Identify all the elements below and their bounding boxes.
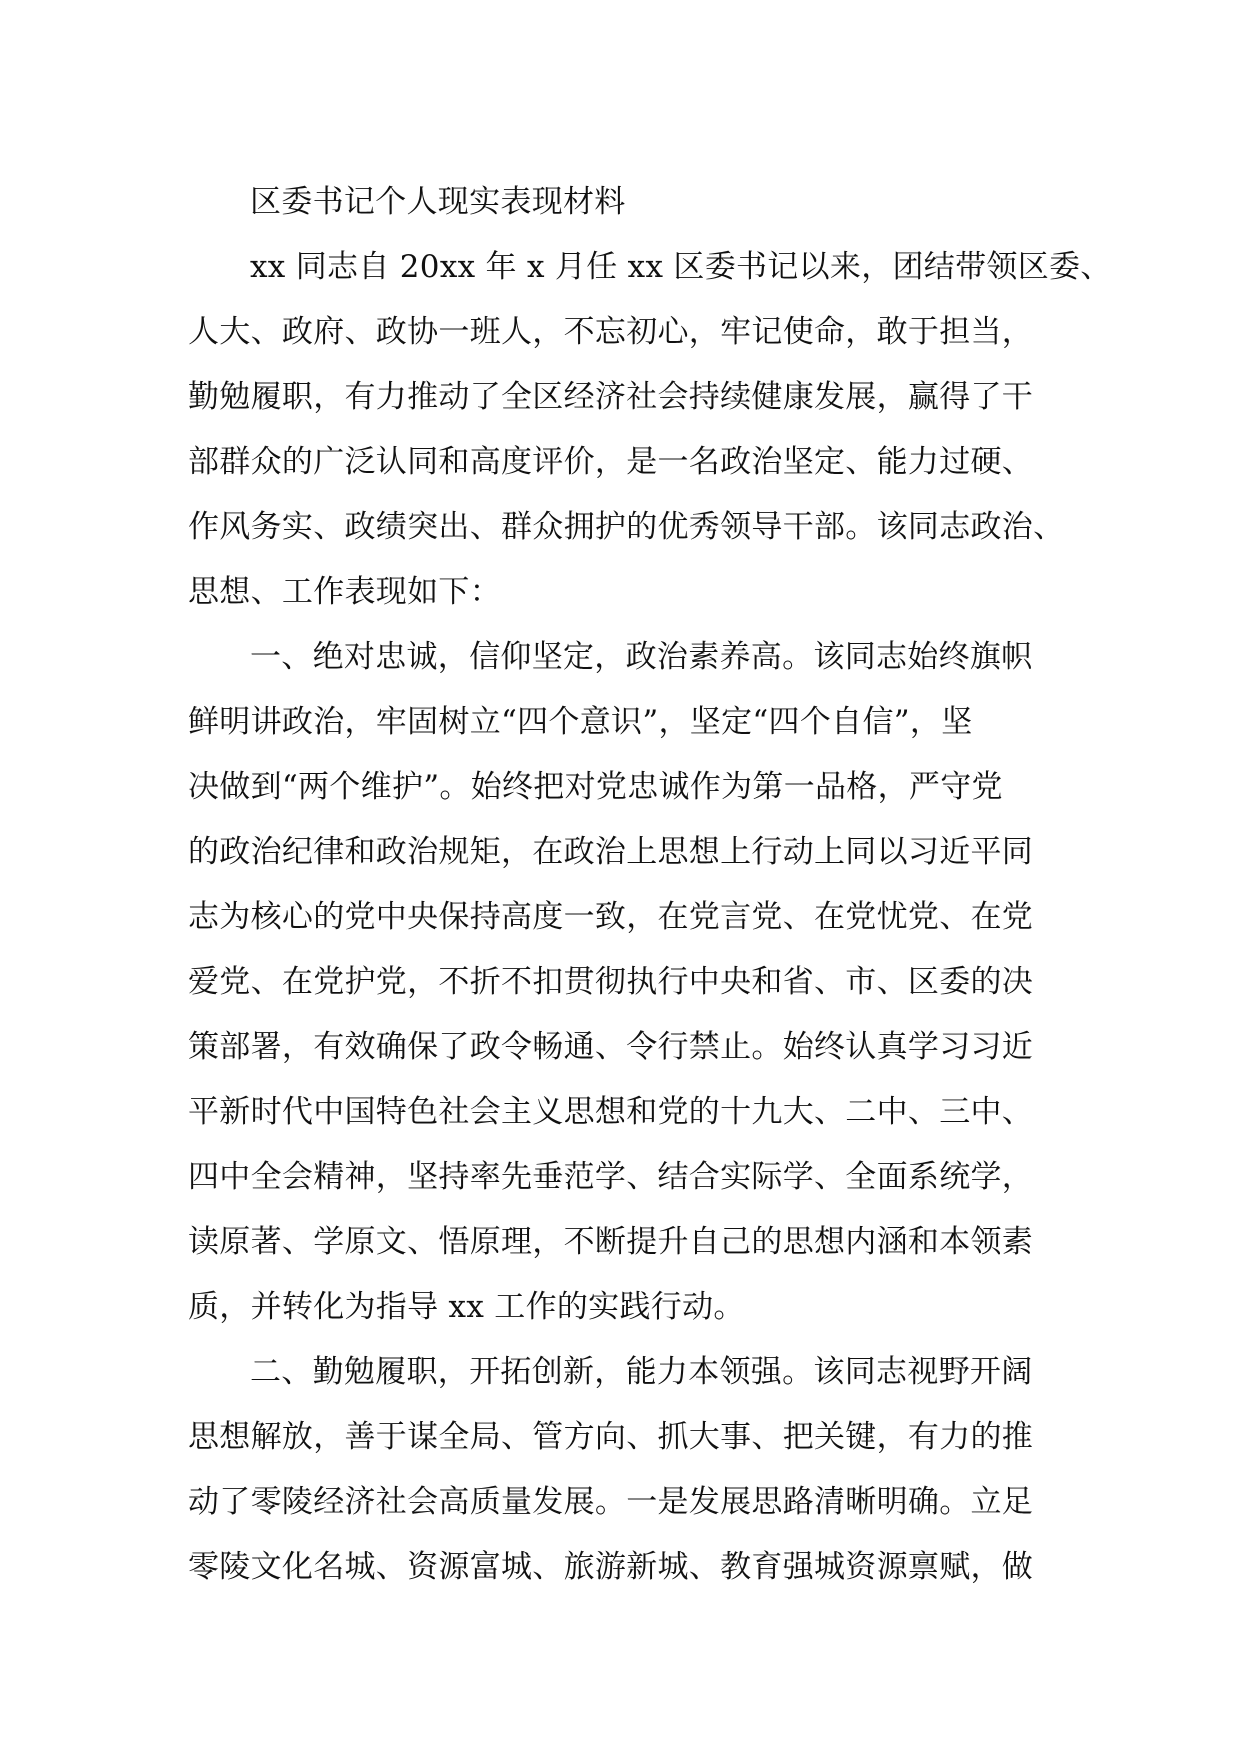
- text-line: 零陵文化名城、资源富城、旅游新城、教育强城资源禀赋，做: [188, 1549, 1034, 1585]
- text-line: 决做到“两个维护”。始终把对党忠诚作为第一品格，严守党: [188, 769, 1003, 805]
- text-line: 动了零陵经济社会高质量发展。一是发展思路清晰明确。立足: [188, 1484, 1034, 1520]
- document-title: 区委书记个人现实表现材料: [250, 184, 626, 220]
- document-body: [188, 170, 1112, 1600]
- text-line: 鲜明讲政治，牢固树立“四个意识”，坚定“四个自信”，坚: [188, 704, 973, 740]
- text-line: xx 同志自 20xx 年 x 月任 xx 区委书记以来，团结带领区委、: [250, 249, 1112, 285]
- text-line: 人大、政府、政协一班人，不忘初心，牢记使命，敢于担当，: [188, 314, 1034, 350]
- text-line: 勤勉履职，有力推动了全区经济社会持续健康发展，赢得了干: [188, 379, 1034, 415]
- text-line: 读原著、学原文、悟原理，不断提升自己的思想内涵和本领素: [188, 1224, 1034, 1260]
- text-line: 质，并转化为指导 xx 工作的实践行动。: [188, 1289, 745, 1325]
- paragraph-section-one: [188, 625, 1068, 1340]
- paragraph-section-two: [188, 1340, 1068, 1600]
- text-line: 思想、工作表现如下：: [188, 574, 501, 610]
- text-line: 的政治纪律和政治规矩，在政治上思想上行动上同以习近平同: [188, 834, 1034, 870]
- text-line: 爱党、在党护党，不折不扣贯彻执行中央和省、市、区委的决: [188, 964, 1034, 1000]
- text-line: 四中全会精神，坚持率先垂范学、结合实际学、全面系统学，: [188, 1159, 1034, 1195]
- text-line: 部群众的广泛认同和高度评价，是一名政治坚定、能力过硬、: [188, 444, 1034, 480]
- text-line: 一、绝对忠诚，信仰坚定，政治素养高。该同志始终旗帜: [250, 639, 1033, 675]
- text-line: 二、勤勉履职，开拓创新，能力本领强。该同志视野开阔: [250, 1354, 1033, 1390]
- text-line: 平新时代中国特色社会主义思想和党的十九大、二中、三中、: [188, 1094, 1034, 1130]
- text-line: 思想解放，善于谋全局、管方向、抓大事、把关键，有力的推: [188, 1419, 1034, 1455]
- paragraph-intro: [188, 235, 1112, 625]
- text-line: 志为核心的党中央保持高度一致，在党言党、在党忧党、在党: [188, 899, 1034, 935]
- text-line: 作风务实、政绩突出、群众拥护的优秀领导干部。该同志政治、: [188, 509, 1065, 545]
- text-line: 策部署，有效确保了政令畅通、令行禁止。始终认真学习习近: [188, 1029, 1034, 1065]
